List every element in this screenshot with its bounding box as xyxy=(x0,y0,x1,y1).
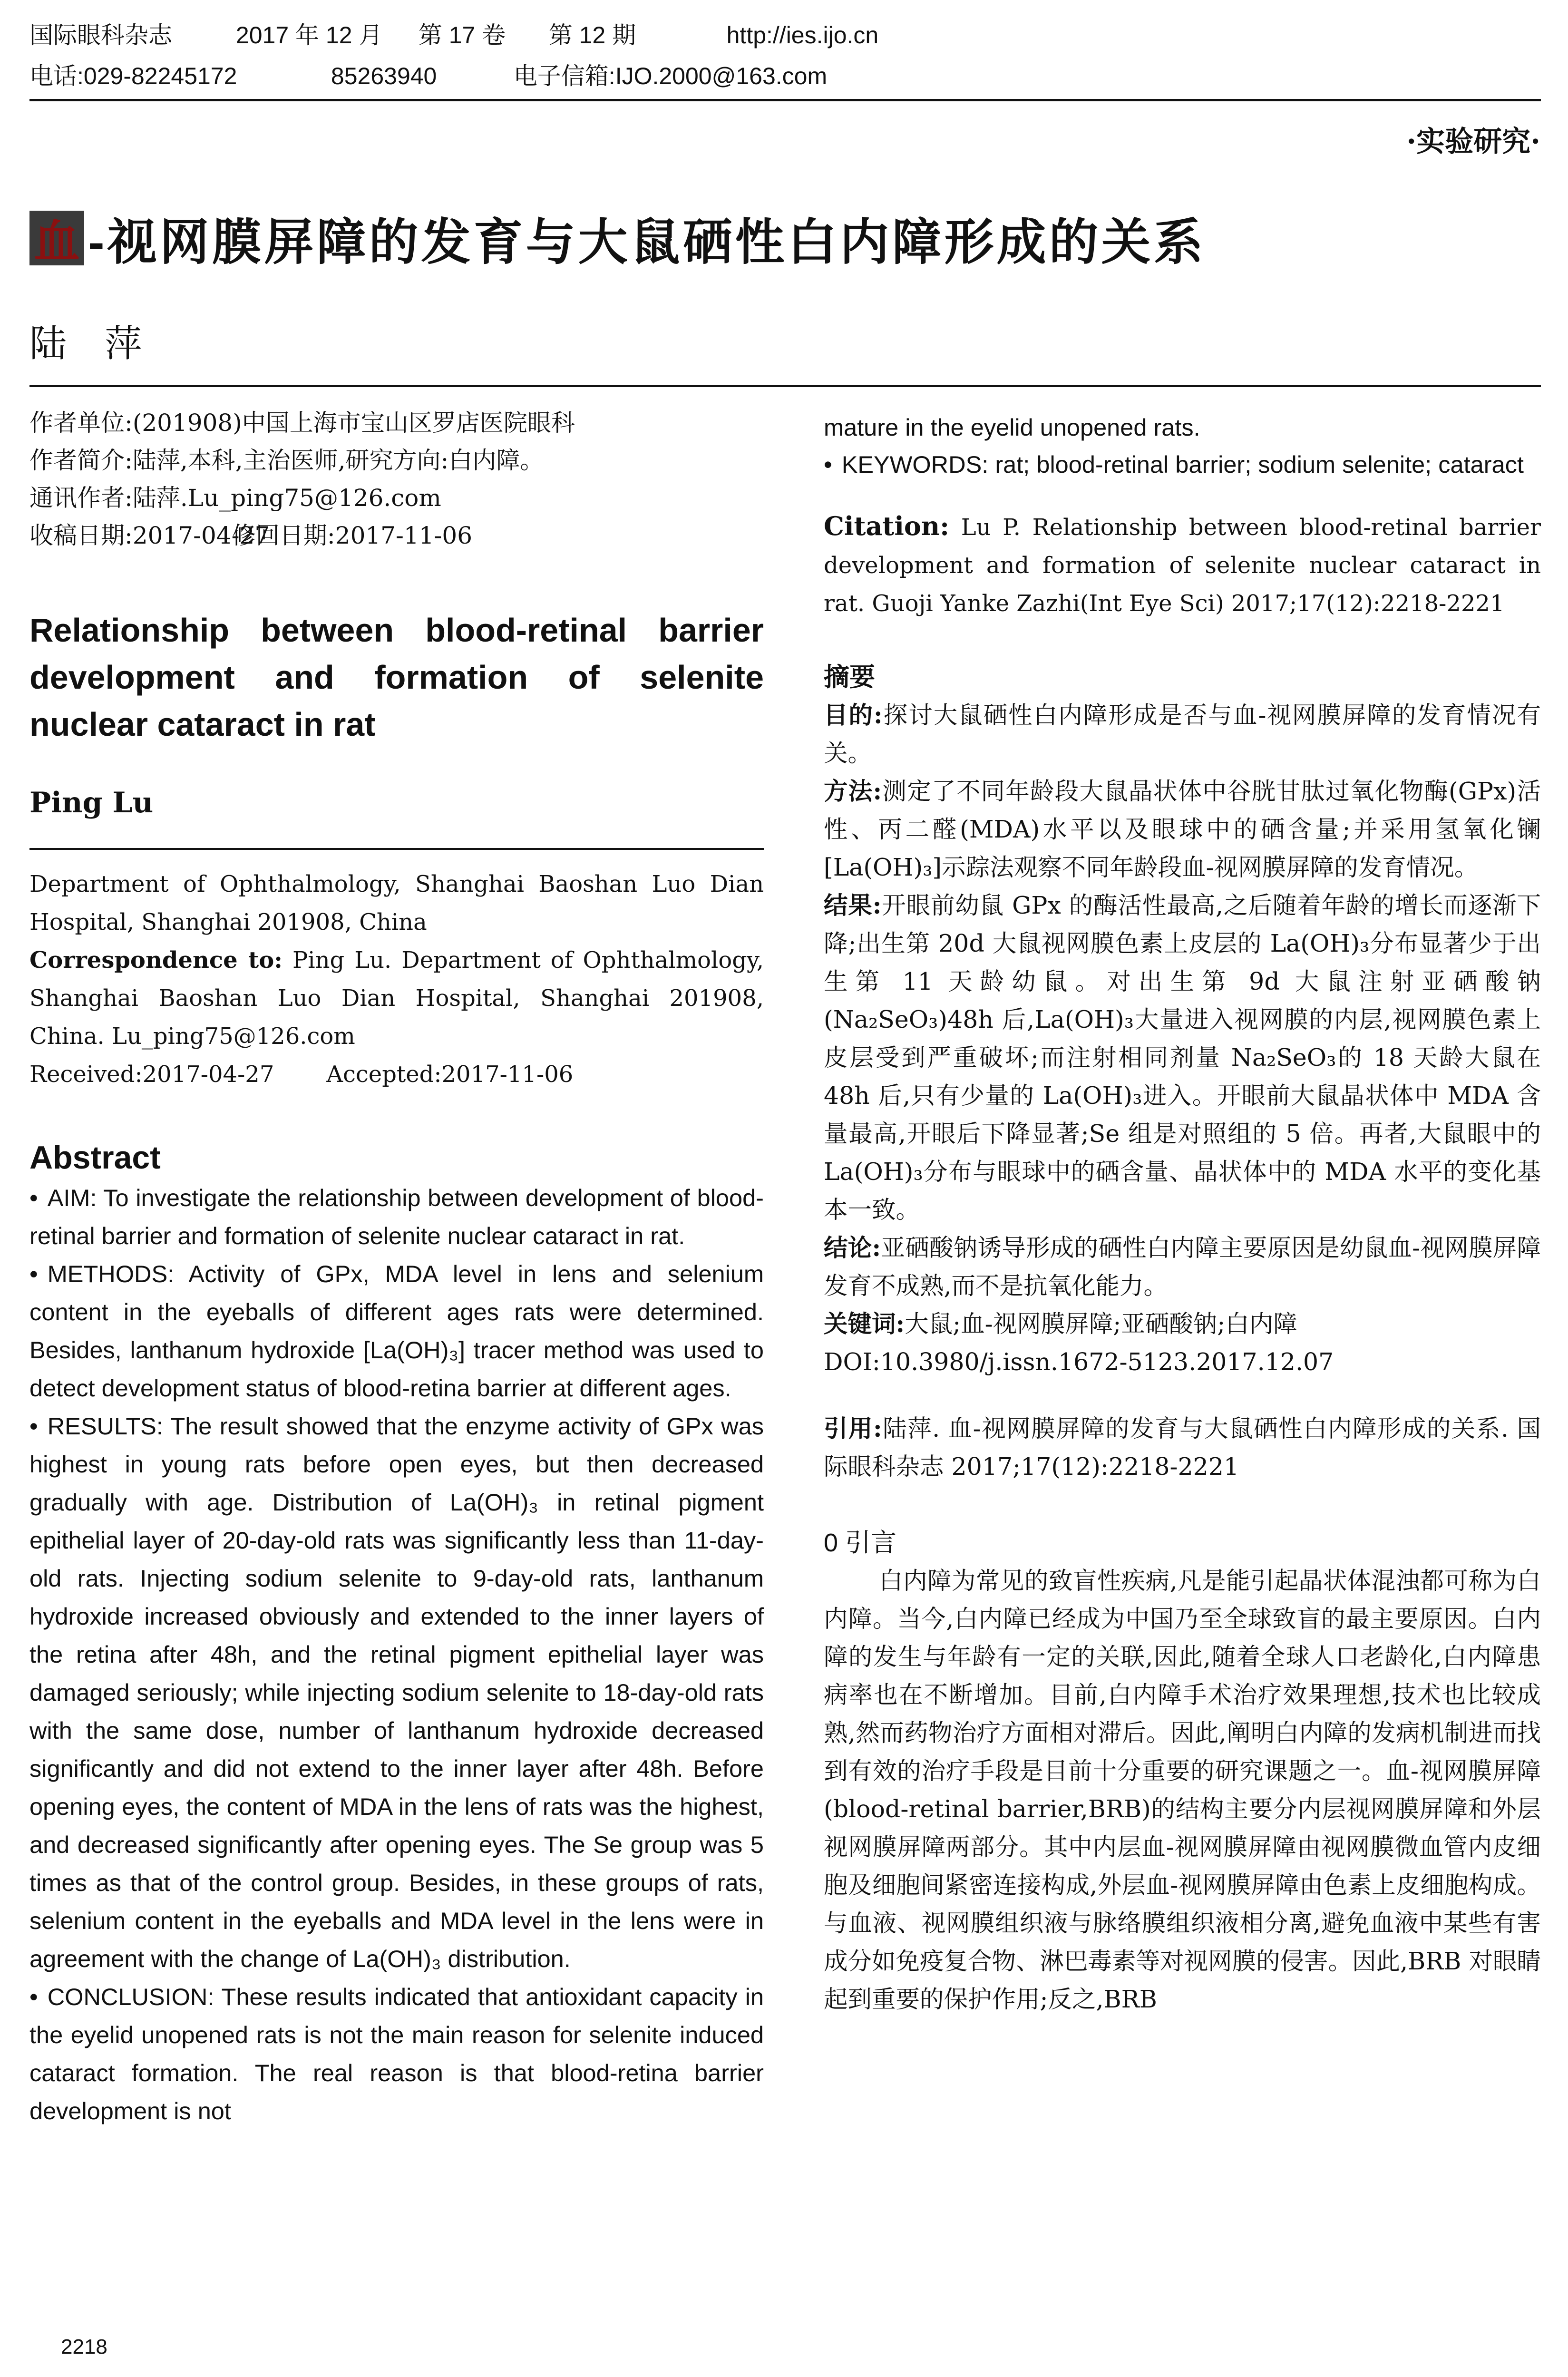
title-row xyxy=(29,205,1206,271)
zh-conclusion-label: 结论: xyxy=(824,1234,881,1262)
received-accepted xyxy=(29,1055,764,1093)
received-date-en: Received:2017-04-27 xyxy=(29,1061,274,1088)
affiliation-en xyxy=(29,865,764,1093)
email[interactable]: 电子信箱:IJO.2000@163.com xyxy=(513,63,828,89)
abstract-conclusion-text: CONCLUSION: These results indicated that antioxidant capacity in the eyelid unopened rats is not the main reason for selenite induced cataract formation. The real reason is that blood-retina barrier development is not xyxy=(29,1983,764,2124)
author-cn: 陆萍 xyxy=(29,322,180,365)
zh-keywords xyxy=(824,1305,1541,1343)
zh-keywords-text: 大鼠;血-视网膜屏障;亚硒酸钠;白内障 xyxy=(905,1310,1297,1338)
article-title-cn: -视网膜屏障的发育与大鼠硒性白内障形成的关系 xyxy=(88,215,1206,270)
citation-en xyxy=(824,507,1541,623)
phone-2: 85263940 xyxy=(331,63,437,89)
abstract-results-text: RESULTS: The result showed that the enzyme activity of GPx was highest in young rats before open eyes, but then decreased gradually with age. Distribution of La(OH)₃ in retinal pigment epithelial layer of 20-day-old rats was significantly less than 11-day-old rats. Injecting sodium selenite to 9-day-old rats, lanthanum hydroxide increased obviously and extended to the inner layers of the retina after 48h, and the retinal pigment epithelial layer was damaged seriously; while injecting sodium selenite to 18-day-old rats with the same dose, number of lanthanum hydroxide decreased significantly and did not extend to the inner layer after 48h. Before opening eyes, the content of MDA in the lens of rats was the highest, and decreased significantly after opening eyes. The Se group was 5 times as that of the control group. Besides, in these groups of rats, selenium content in the eyeballs and MDA level in the lens were in agreement with the change of La(OH)₃ distribution. xyxy=(29,1413,764,1972)
zh-results-text: 开眼前幼鼠 GPx 的酶活性最高,之后随着年龄的增长而逐渐下降;出生第 20d 大鼠视网膜色素上皮层的 La(OH)₃分布显著少于出生第 11 天龄幼鼠。对出生第 9d 大鼠注射亚硒酸钠(Na₂SeO₃)48h 后,La(OH)₃大量进入视网膜的内层,视网膜色素上皮层受到严重破坏;而注射相同剂量 Na₂SeO₃的 18 天龄大鼠在 48h 后,只有少量的 La(OH)₃进入。开眼前大鼠晶状体中 MDA 含量最高,开眼后下降显著;Se 组是对照组的 5 倍。再者,大鼠眼中的 La(OH)₃分布与眼球中的硒含量、晶状体中的 MDA 水平的变化基本一致。 xyxy=(824,891,1541,1224)
journal-url[interactable]: http://ies.ijo.cn xyxy=(726,22,879,49)
abstract-aim-text: AIM: To investigate the relationship between development of blood-retinal barrier and formation of selenite nuclear cataract in rat. xyxy=(29,1184,764,1249)
revised-date-cn: 修回日期:2017-11-06 xyxy=(232,522,473,549)
abstract-conclusion: • CONCLUSION: These results indicated that antioxidant capacity in the eyelid unopened rats is not the main reason for selenite induced cataract formation. The real reason is that blood-retina barrier development is not xyxy=(29,1983,764,2124)
volume: 第 17 卷 xyxy=(418,22,506,49)
meta-corresponding: 通讯作者:陆萍.Lu_ping75@126.com xyxy=(29,484,441,512)
zh-conclusion xyxy=(824,1229,1541,1305)
accepted-date-en: Accepted:2017-11-06 xyxy=(326,1061,574,1088)
correspondence xyxy=(29,941,764,1055)
citation-text: Lu P. Relationship between blood-retinal barrier development and formation of selenite nuclear cataract in rat. Guoji Yanke Zazhi(Int Eye Sci) 2017;17(12):2218-2221 xyxy=(824,514,1541,617)
header-rule xyxy=(29,99,1541,101)
zh-citation-label: 引用: xyxy=(824,1414,882,1442)
abstract-keywords: • KEYWORDS: rat; blood-retinal barrier; sodium selenite; cataract xyxy=(824,451,1524,478)
author-rule xyxy=(29,848,764,850)
affiliation-line: Department of Ophthalmology, Shanghai Baoshan Luo Dian Hospital, Shanghai 201908, China xyxy=(29,871,764,935)
zh-aim-text: 探讨大鼠硒性白内障形成是否与血-视网膜屏障的发育情况有关。 xyxy=(824,701,1541,767)
zh-abstract-heading: 摘要 xyxy=(824,663,875,692)
zh-keywords-label: 关键词: xyxy=(824,1310,905,1338)
section-tag: ·实验研究· xyxy=(1406,125,1540,158)
zh-citation-text: 陆萍. 血-视网膜屏障的发育与大鼠硒性白内障形成的关系. 国际眼科杂志 2017;17(12):2218-2221 xyxy=(824,1414,1541,1481)
title-badge: 血 xyxy=(29,211,84,265)
issue-number: 第 12 期 xyxy=(548,22,636,49)
abstract-results: • RESULTS: The result showed that the enzyme activity of GPx was highest in young rats before open eyes, but then decreased gradually with age. Distribution of La(OH)₃ in retinal pigment epithelial layer of 20-day-old rats was significantly less than 11-day-old rats. Injecting sodium selenite to 9-day-old rats, lanthanum hydroxide increased obviously and extended to the inner layers of the retina after 48h, and the retinal pigment epithelial layer was damaged seriously; while injecting sodium selenite to 18-day-old rats with the same dose, number of lanthanum hydroxide decreased significantly and did not extend to the inner layer after 48h. Before opening eyes, the content of MDA in the lens of rats was the highest, and decreased significantly after opening eyes. The Se group was 5 times as that of the control group. Besides, in these groups of rats, selenium content in the eyeballs and MDA level in the lens were in agreement with the change of La(OH)₃ distribution. xyxy=(29,1413,764,1972)
author-en: Ping Lu xyxy=(29,786,154,819)
zh-methods-text: 测定了不同年龄段大鼠晶状体中谷胱甘肽过氧化物酶(GPx)活性、丙二醛(MDA)水平以及眼球中的硒含量;并采用氢氧化镧[La(OH)₃]示踪法观察不同年龄段血-视网膜屏障的发育情况。 xyxy=(824,777,1541,881)
meta-cn xyxy=(29,404,764,555)
title-block-rule xyxy=(29,385,1541,387)
abstract-methods: • METHODS: Activity of GPx, MDA level in lens and selenium content in the eyeballs of different ages rats were determined. Besides, lanthanum hydroxide [La(OH)₃] tracer method was used to detect development status of blood-retina barrier at different ages. xyxy=(29,1260,764,1402)
zh-methods xyxy=(824,772,1541,887)
correspondence-label: Correspondence to: xyxy=(29,947,282,974)
journal-name: 国际眼科杂志 xyxy=(29,22,172,49)
zh-results xyxy=(824,887,1541,1229)
zh-conclusion-text: 亚硒酸钠诱导形成的硒性白内障主要原因是幼鼠血-视网膜屏障发育不成熟,而不是抗氧化能力。 xyxy=(824,1234,1541,1300)
issue-date: 2017 年 12 月 xyxy=(235,22,383,49)
abstract-heading: Abstract xyxy=(29,1140,161,1176)
abstract-keywords-text: KEYWORDS: rat; blood-retinal barrier; sodium selenite; cataract xyxy=(841,451,1524,478)
meta-bio: 作者简介:陆萍,本科,主治医师,研究方向:白内障。 xyxy=(29,447,544,474)
zh-citation xyxy=(824,1410,1541,1486)
zh-aim-label: 目的: xyxy=(824,701,883,729)
received-date-cn: 收稿日期:2017-04-27 xyxy=(29,522,270,549)
running-header-line-1 xyxy=(29,21,878,49)
intro-paragraph: 白内障为常见的致盲性疾病,凡是能引起晶状体混浊都可称为白内障。当今,白内障已经成为中国乃至全球致盲的最主要原因。白内障的发生与年龄有一定的关联,因此,随着全球人口老龄化,白内障患病率也在不断增加。目前,白内障手术治疗效果理想,技术也比较成熟,然而药物治疗方面相对滞后。因此,阐明白内障的发病机制进而找到有效的治疗手段是目前十分重要的研究课题之一。血-视网膜屏障(blood-retinal barrier,BRB)的结构主要分内层视网膜屏障和外层视网膜屏障两部分。其中内层血-视网膜屏障由视网膜微血管内皮细胞及细胞间紧密连接构成,外层血-视网膜屏障由色素上皮细胞构成。与血液、视网膜组织液与脉络膜组织液相分离,避免血液中某些有害成分如免疫复合物、淋巴毒素等对视网膜的侵害。因此,BRB 对眼睛起到重要的保护作用;反之,BRB xyxy=(824,1567,1541,2013)
citation-label: Citation: xyxy=(824,511,950,541)
zh-results-label: 结果: xyxy=(824,891,882,919)
meta-affiliation: 作者单位:(201908)中国上海市宝山区罗店医院眼科 xyxy=(29,409,575,437)
left-column xyxy=(29,404,764,2130)
intro-heading: 0 引言 xyxy=(824,1529,897,1557)
abstract-methods-text: METHODS: Activity of GPx, MDA level in lens and selenium content in the eyeballs of different ages rats were determined. Besides, lanthanum hydroxide [La(OH)₃] tracer method was used to detect development status of blood-retina barrier at different ages. xyxy=(29,1260,764,1402)
correspondence-text: Ping Lu. Department of Ophthalmology, Shanghai Baoshan Luo Dian Hospital, Shanghai 201908, China. Lu_ping75@126.com xyxy=(29,947,764,1050)
abstract-aim: • AIM: To investigate the relationship between development of blood-retinal barrier and formation of selenite nuclear cataract in rat. xyxy=(29,1184,764,1249)
running-header-line-2 xyxy=(29,62,827,90)
meta-dates xyxy=(29,517,764,555)
page-number: 2218 xyxy=(61,2335,107,2358)
right-column xyxy=(824,409,1541,2018)
phone: 电话:029-82245172 xyxy=(29,63,237,89)
abstract-conclusion-cont: mature in the eyelid unopened rats. xyxy=(824,414,1200,441)
article-title-en: Relationship between blood-retinal barrier development and formation of selenite nuclear cataract in rat xyxy=(29,612,764,743)
zh-aim xyxy=(824,696,1541,772)
zh-methods-label: 方法: xyxy=(824,777,882,805)
doi[interactable]: DOI:10.3980/j.issn.1672-5123.2017.12.07 xyxy=(824,1348,1334,1376)
